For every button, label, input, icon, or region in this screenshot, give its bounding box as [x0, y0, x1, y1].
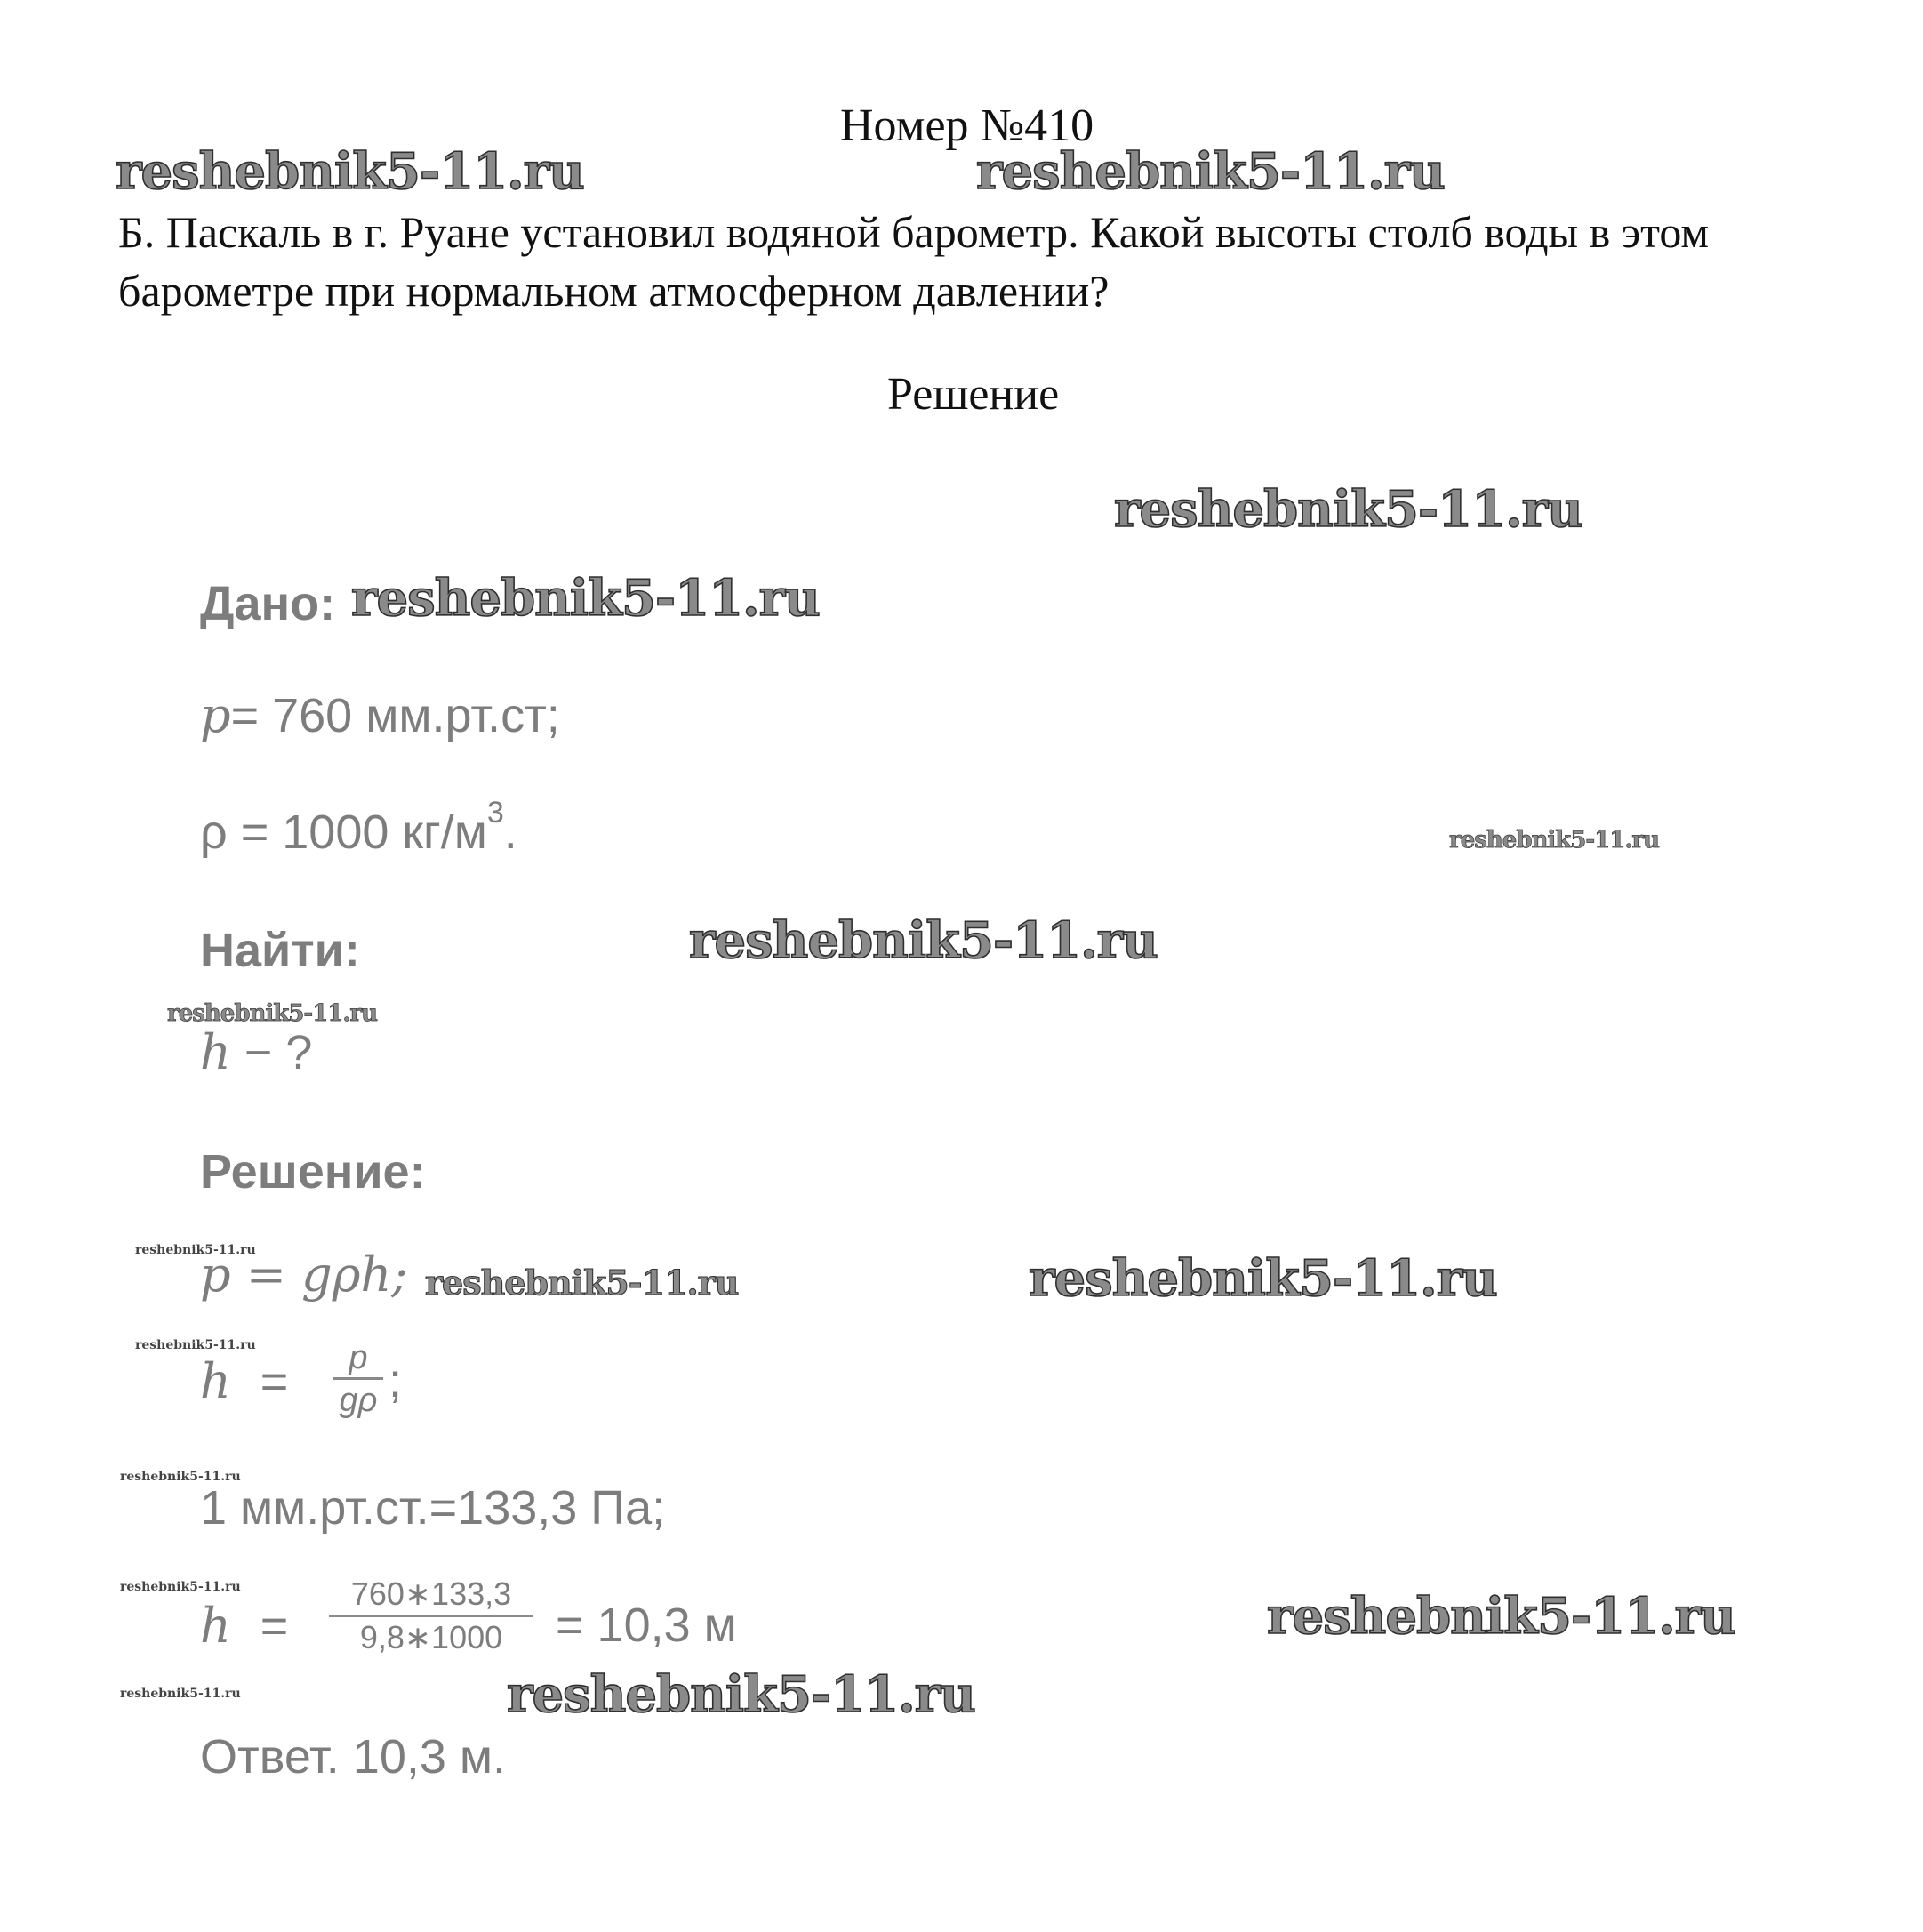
watermark: reshebnik5-11.ru — [689, 911, 1158, 970]
watermark: reshebnik5-11.ru — [167, 1000, 378, 1027]
watermark: reshebnik5-11.ru — [1114, 480, 1582, 539]
density-exponent: 3 — [486, 796, 504, 830]
formula2-numerator: p — [349, 1339, 368, 1376]
find-label: Найти: — [200, 924, 360, 977]
formula3-result: = 10,3 м — [556, 1599, 737, 1652]
formula-height-lhs — [200, 1353, 288, 1409]
solution-heading: Решение — [887, 369, 1060, 420]
height-unknown: − ? — [230, 1026, 313, 1079]
watermark: reshebnik5-11.ru — [976, 142, 1445, 201]
watermark: reshebnik5-11.ru — [507, 1665, 975, 1724]
given-label: Дано: — [200, 577, 336, 630]
problem-text: Б. Паскаль в г. Руане установил водяной барометр. Какой высоты столб воды в этом барометре при нормальном атмосферном давлении? — [118, 207, 1710, 316]
watermark: reshebnik5-11.ru — [135, 1338, 256, 1352]
given-pressure — [200, 687, 560, 743]
formula2-equals: = — [260, 1355, 289, 1408]
watermark: reshebnik5-11.ru — [116, 142, 584, 201]
watermark: reshebnik5-11.ru — [1029, 1249, 1497, 1308]
pressure-symbol: p — [200, 687, 231, 743]
formula3-fraction — [329, 1574, 533, 1658]
watermark: reshebnik5-11.ru — [425, 1263, 739, 1303]
height-symbol: h — [200, 1024, 231, 1080]
conversion-line: 1 мм.рт.ст.=133,3 Па; — [200, 1481, 666, 1535]
formula2-end: ; — [389, 1354, 403, 1407]
formula-result-lhs — [200, 1598, 288, 1654]
find-height — [200, 1024, 312, 1080]
formula2-fraction — [333, 1338, 383, 1421]
page-title: Номер №410 — [840, 100, 1094, 151]
watermark: reshebnik5-11.ru — [135, 1243, 256, 1257]
formula1-rest: = gρh; — [230, 1247, 408, 1303]
formula3-numerator: 760∗133,3 — [350, 1575, 512, 1612]
formula-pressure — [200, 1247, 407, 1303]
solution-label: Решение: — [200, 1145, 426, 1198]
watermark: reshebnik5-11.ru — [120, 1470, 241, 1484]
formula1-lhs: p — [200, 1247, 231, 1303]
answer: Ответ. 10,3 м. — [200, 1730, 507, 1784]
density-value: ρ = 1000 кг/м — [200, 806, 487, 859]
watermark: reshebnik5-11.ru — [120, 1687, 241, 1701]
formula2-denominator: gρ — [339, 1382, 378, 1419]
watermark: reshebnik5-11.ru — [1267, 1587, 1735, 1646]
formula2-lhs: h — [200, 1353, 231, 1409]
formula3-denominator: 9,8∗1000 — [359, 1619, 503, 1655]
pressure-value: = 760 мм.рт.ст; — [230, 689, 560, 742]
watermark: reshebnik5-11.ru — [1449, 827, 1660, 854]
watermark: reshebnik5-11.ru — [351, 569, 820, 628]
formula3-lhs: h — [200, 1598, 231, 1654]
formula3-equals: = — [260, 1599, 289, 1653]
density-end: . — [503, 806, 517, 859]
given-density — [200, 796, 517, 860]
watermark: reshebnik5-11.ru — [120, 1580, 241, 1594]
